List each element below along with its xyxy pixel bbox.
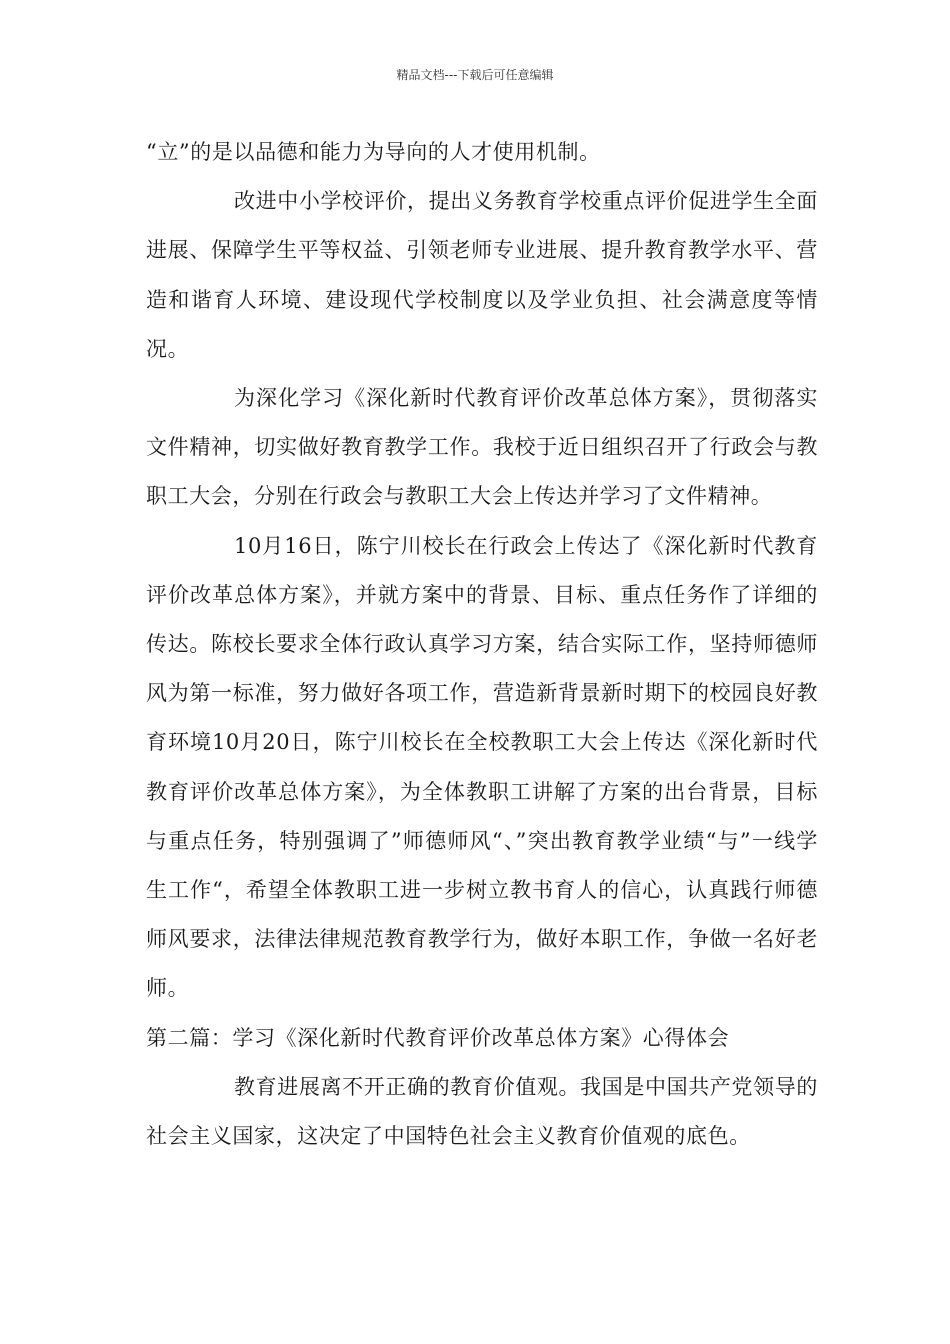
section-heading: 第二篇：学习《深化新时代教育评价改革总体方案》心得体会 (146, 1025, 730, 1050)
document-body (146, 128, 818, 1161)
paragraph: 教育进展离不开正确的教育价值观。我国是中国共产党领导的社会主义国家，这决定了中国特色社会主义教育价值观的底色。 (146, 1074, 818, 1149)
paragraph: “立”的是以品德和能力为导向的人才使用机制。 (146, 140, 601, 164)
paragraph: 10月16日，陈宁川校长在行政会上传达了《深化新时代教育评价改革总体方案》，并就方案中的背景、目标、重点任务作了详细的传达。陈校长要求全体行政认真学习方案，结合实际工作，坚持师德师风为第一标准，努力做好各项工作，营造新背景新时期下的校园良好教育环境10月20日，陈宁川校长在全校教职工大会上传达《深化新时代教育评价改革总体方案》，为全体教职工讲解了方案的出台背景，目标与重点任务，特别强调了”师德师风“、”突出教育教学业绩“与”一线学生工作“，希望全体教职工进一步树立教书育人的信心，认真践行师德师风要求，法律法律规范教育教学行为，做好本职工作，争做一名好老师。 (146, 533, 818, 1001)
paragraph: 改进中小学校评价，提出义务教育学校重点评价促进学生全面进展、保障学生平等权益、引领老师专业进展、提升教育教学水平、营造和谐育人环境、建设现代学校制度以及学业负担、社会满意度等情况。 (146, 189, 818, 361)
page-header: 精品文档---下载后可任意编辑 (396, 68, 554, 82)
paragraph: 为深化学习《深化新时代教育评价改革总体方案》，贯彻落实文件精神，切实做好教育教学工作。我校于近日组织召开了行政会与教职工大会，分别在行政会与教职工大会上传达并学习了文件精神。 (146, 386, 818, 509)
